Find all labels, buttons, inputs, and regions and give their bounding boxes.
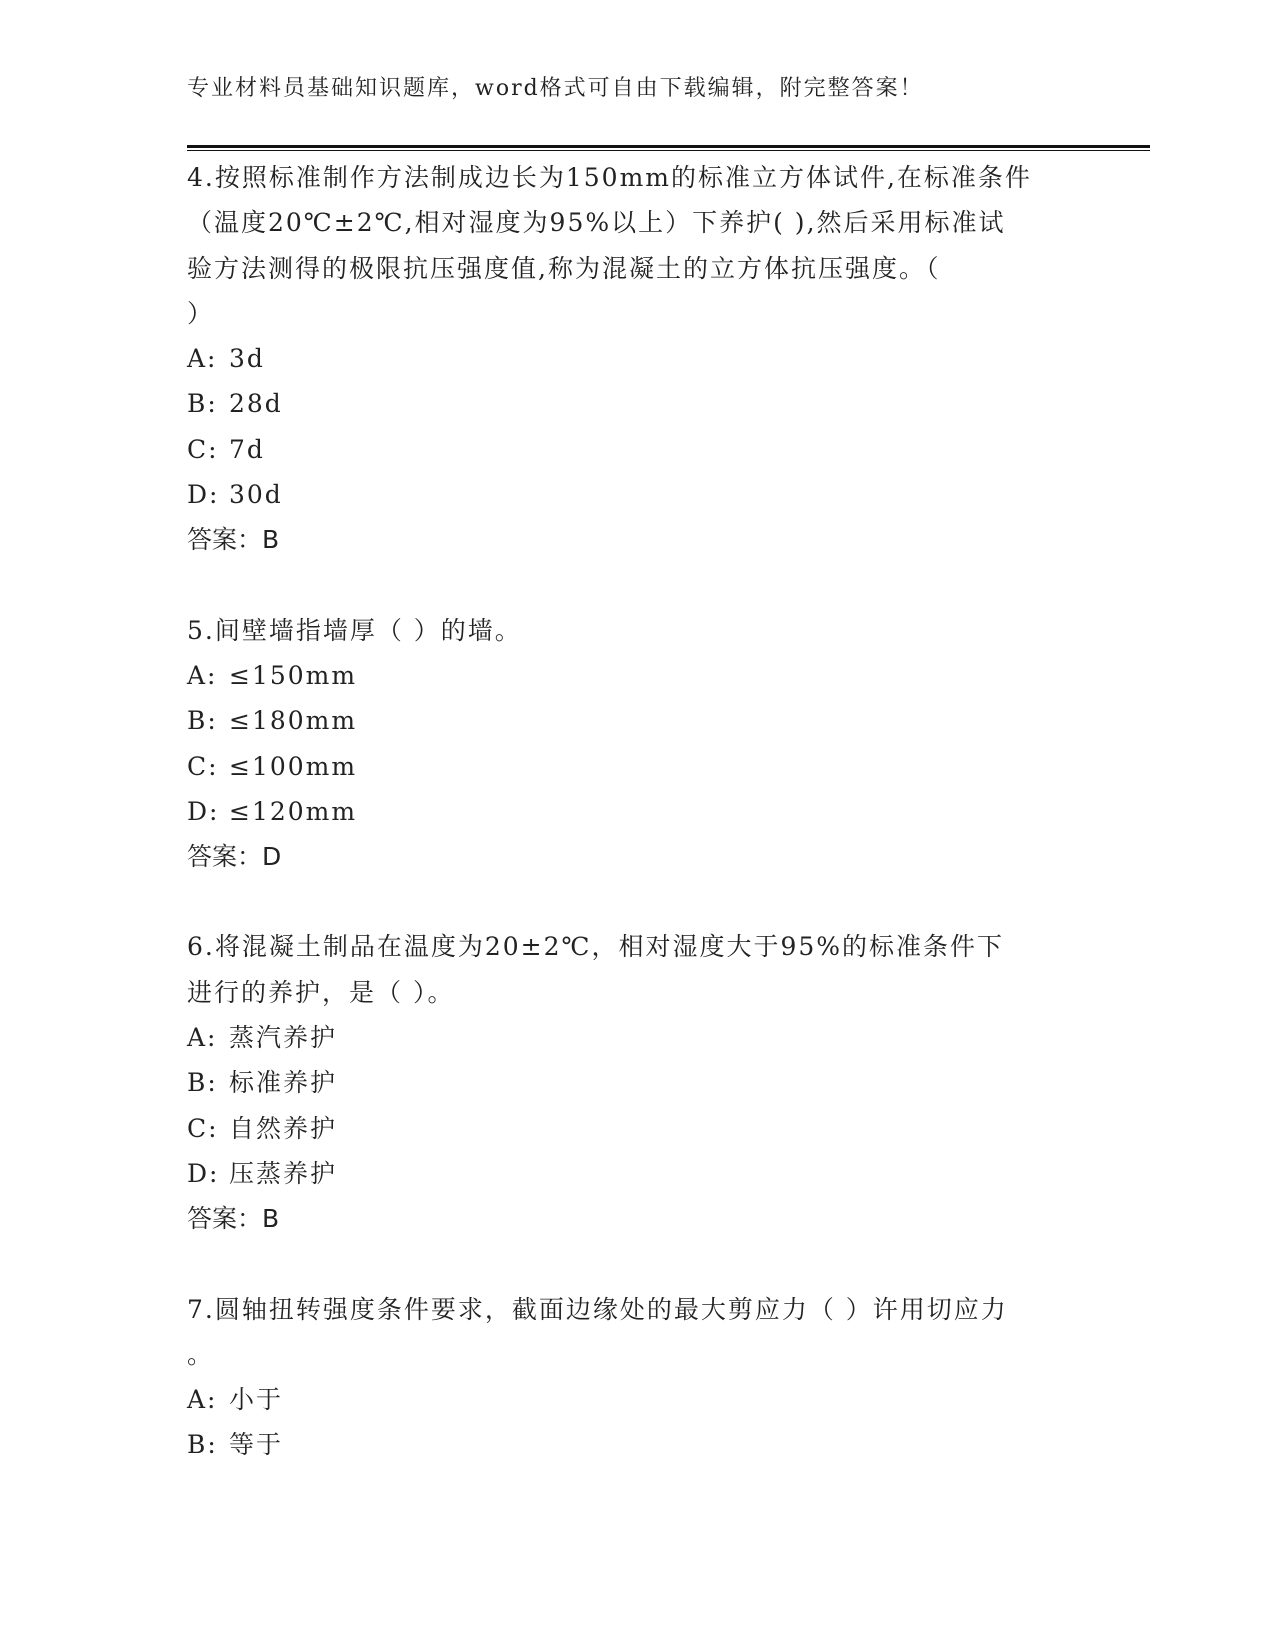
answer-line xyxy=(187,834,1087,879)
question-list xyxy=(187,155,1087,1468)
option-letter: A: xyxy=(187,344,218,374)
option-b xyxy=(187,698,1087,743)
page-header: 专业材料员基础知识题库，word格式可自由下载编辑，附完整答案！ xyxy=(187,76,924,101)
answer-value: B xyxy=(262,525,280,555)
option-letter: B: xyxy=(187,389,218,419)
spacer xyxy=(187,879,1087,924)
option-c xyxy=(187,427,1087,472)
question-stem: 。 xyxy=(187,1339,215,1369)
question-stem: 4.按照标准制作方法制成边长为150mm的标准立方体试件,在标准条件 xyxy=(187,163,1032,192)
answer-line xyxy=(187,517,1087,562)
option-letter: D: xyxy=(187,1158,220,1188)
option-text: 3d xyxy=(229,344,265,374)
option-letter: A: xyxy=(187,660,218,690)
question-7 xyxy=(187,1287,1087,1468)
option-letter: C: xyxy=(187,751,219,781)
option-letter: B: xyxy=(187,1430,218,1460)
option-b xyxy=(187,381,1087,426)
answer-prefix: 答案： xyxy=(187,525,263,555)
option-a xyxy=(187,653,1087,698)
option-d xyxy=(187,1151,1087,1196)
question-stem: 验方法测得的极限抗压强度值,称为混凝土的立方体抗压强度。（ xyxy=(187,253,941,283)
option-d xyxy=(187,472,1087,517)
option-letter: A: xyxy=(187,1385,218,1415)
option-c xyxy=(187,744,1087,789)
option-letter: B: xyxy=(187,706,218,736)
option-text: ≤150mm xyxy=(229,660,358,690)
question-stem: ） xyxy=(187,298,215,328)
question-6 xyxy=(187,924,1087,1241)
option-b xyxy=(187,1060,1087,1105)
option-text: 30d xyxy=(229,480,283,510)
option-a xyxy=(187,1377,1087,1422)
option-letter: C: xyxy=(187,1113,219,1143)
option-text: 28d xyxy=(229,389,283,419)
option-d xyxy=(187,789,1087,834)
option-letter: D: xyxy=(187,480,220,510)
question-stem: 6.将混凝土制品在温度为20±2℃，相对湿度大于95%的标准条件下 xyxy=(187,932,1005,962)
answer-prefix: 答案： xyxy=(187,842,263,872)
option-letter: B: xyxy=(187,1068,218,1098)
option-text: 蒸汽养护 xyxy=(229,1023,338,1053)
answer-prefix: 答案： xyxy=(187,1204,263,1234)
question-stem: 7.圆轴扭转强度条件要求，截面边缘处的最大剪应力（ ）许用切应力 xyxy=(187,1294,1008,1324)
option-text: 标准养护 xyxy=(229,1068,338,1098)
question-stem: 进行的养护，是（ ）。 xyxy=(187,977,455,1007)
question-stem: （温度20℃±2℃,相对湿度为95%以上）下养护( ),然后采用标准试 xyxy=(187,208,1006,238)
header-divider xyxy=(187,145,1150,151)
option-letter: D: xyxy=(187,796,220,826)
option-a xyxy=(187,1015,1087,1060)
option-a xyxy=(187,336,1087,381)
question-stem: 5.间壁墙指墙厚（ ）的墙。 xyxy=(187,615,522,645)
question-4 xyxy=(187,155,1087,563)
option-text: 7d xyxy=(229,434,265,464)
option-text: ≤120mm xyxy=(229,796,358,826)
option-text: ≤180mm xyxy=(229,706,358,736)
question-5 xyxy=(187,608,1087,880)
option-text: 自然养护 xyxy=(229,1113,338,1143)
answer-value: D xyxy=(262,842,282,872)
option-text: 压蒸养护 xyxy=(229,1158,338,1188)
option-letter: A: xyxy=(187,1023,218,1053)
option-c xyxy=(187,1106,1087,1151)
option-text: 等于 xyxy=(229,1430,284,1460)
option-letter: C: xyxy=(187,434,219,464)
answer-value: B xyxy=(262,1204,280,1234)
answer-line xyxy=(187,1196,1087,1241)
spacer xyxy=(187,1242,1087,1287)
option-text: ≤100mm xyxy=(229,751,358,781)
option-text: 小于 xyxy=(229,1385,284,1415)
option-b xyxy=(187,1422,1087,1467)
spacer xyxy=(187,563,1087,608)
